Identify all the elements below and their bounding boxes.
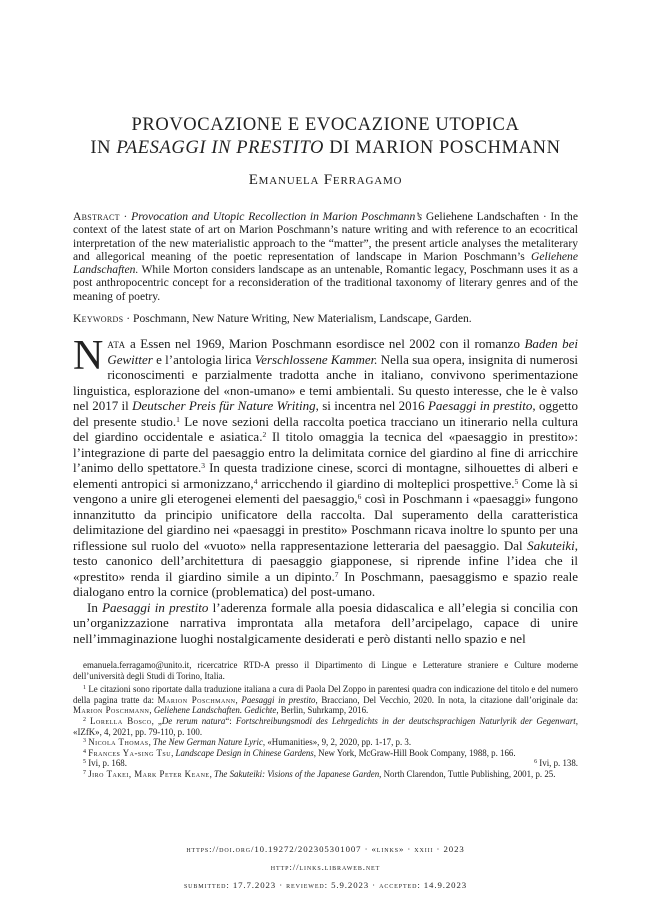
- footnotes: [73, 660, 578, 780]
- abstract: [73, 210, 578, 303]
- abstract-title-roman: Geliehene Landschaften: [422, 210, 540, 223]
- footnote-3: [73, 737, 578, 748]
- footnote-number: 2: [83, 716, 86, 723]
- text-italic: Landscape Design in Chinese Gardens: [175, 747, 314, 758]
- text-run: arricchendo il giardino di molteplici prospettive.: [257, 475, 515, 491]
- abstract-label: Abstract: [73, 210, 120, 223]
- keywords-sep: ·: [123, 312, 133, 325]
- doi-line[interactable]: https://doi.org/10.19272/202305301007 · «links» · xxiii · 2023: [186, 844, 465, 854]
- text-italic: The New German Nature Lyric: [153, 737, 263, 748]
- footnote-ref-2[interactable]: 2: [262, 430, 267, 439]
- author-name: Marion Poschmann: [73, 705, 150, 716]
- text-italic: Verschlossene Kammer.: [254, 351, 378, 367]
- footnotes-5-6: [73, 758, 578, 769]
- author-name: Lorella Bosco: [90, 715, 152, 726]
- article-title: [73, 114, 578, 160]
- text-run: , testo canonico dell’architettura di paesaggio giapponese, si riprende infine l’idea che il «prestito» renda il giardino simile a un dipinto.: [73, 537, 578, 584]
- article-author: Emanuela Ferragamo: [248, 172, 403, 188]
- title-line-2: [73, 137, 578, 160]
- footnote-2: [73, 716, 578, 737]
- text-italic: Paesaggi in prestito: [241, 694, 316, 705]
- text-run: Come là si vengono a unire gli eterogenei elementi del paesaggio,: [73, 475, 579, 506]
- keywords-text: Poschmann, New Nature Writing, New Materialism, Landscape, Garden.: [133, 312, 472, 325]
- text-italic: Paesaggi in prestito: [427, 398, 533, 413]
- text-run: ,: [171, 747, 176, 758]
- paragraph-1: [73, 333, 579, 600]
- text-run: In Poschmann, paesaggismo e spazio reale dialogano entro la cornice (problematica) del post-umano.: [73, 568, 578, 599]
- footnote-ref-4[interactable]: 4: [253, 476, 258, 486]
- footnote-ref-1[interactable]: 1: [176, 414, 180, 424]
- footnote-1: [73, 684, 578, 716]
- footnote-ref-6[interactable]: 6: [357, 492, 362, 501]
- abstract-text: · In the context of the latest state of art on Marion Poschmann’s nature writing and with reference to an ecocritical interpretation of the new materialistic approach to the “matter”, the present article analyses the metaliterary and allegorical meaning of the poetic representation of landscape in Marion Poschmann’s: [73, 210, 578, 263]
- paragraph-2: [73, 600, 578, 647]
- text-run: , North Clarendon, Tuttle Publishing, 2001, p. 25.: [379, 768, 556, 779]
- text-run: , si incentra nel 2016: [315, 398, 428, 413]
- text-run: , oggetto del presente studio.: [73, 398, 578, 429]
- text-italic: The Sakuteiki: Visions of the Japanese Garden: [214, 768, 380, 779]
- drop-cap: N: [73, 333, 104, 379]
- text-run: a Essen nel 1969, Marion Poschmann esordisce nel 2002 con il romanzo: [125, 336, 525, 351]
- submission-dates: submitted: 17.7.2023 · reviewed: 5.9.2023 · accepted: 14.9.2023: [183, 880, 468, 890]
- author-name: Nicola Thomas: [88, 737, 149, 748]
- footnote-5: [83, 758, 127, 769]
- abstract-sep: ·: [119, 210, 132, 223]
- author-name: Frances Ya-sing Tsu: [88, 747, 172, 758]
- author-name: Marion Poschmann: [157, 694, 236, 705]
- footnote-6: [534, 758, 578, 769]
- footnote-ref-5[interactable]: 5: [514, 476, 519, 486]
- footnote-number: 4: [83, 748, 86, 755]
- text-run: Ivi, p. 168.: [86, 758, 127, 769]
- text-italic: Geliehene Landschaften. Gedichte: [153, 705, 277, 716]
- text-run: e l’antologia lirica: [152, 351, 255, 367]
- text-run: “:: [225, 715, 236, 726]
- text-italic: Paesaggi in prestito: [102, 599, 209, 615]
- text-run: ,: [235, 694, 242, 705]
- footnote-number: 7: [83, 769, 86, 776]
- title-line-2-pre: IN: [90, 138, 117, 158]
- footnote-ref-3[interactable]: 3: [201, 461, 206, 470]
- footnote-ref-7[interactable]: 7: [334, 569, 339, 579]
- title-line-2-post: DI MARION POSCHMANN: [323, 138, 561, 158]
- footnote-number: 1: [83, 685, 86, 692]
- abstract-title-italic: Provocation and Utopic Recollection in Marion Poschmann’s: [131, 210, 423, 223]
- text-italic: De rerum natura: [161, 715, 226, 726]
- text-italic: Baden bei Gewitter: [107, 336, 578, 367]
- text-run: ,: [148, 737, 154, 748]
- text-run: Il titolo omaggia la tecnica del «paesaggio in prestito»: l’integrazione di parte del paesaggio entro la delimitata cornice del giardino al fine di arricchire l’animo dello spettatore.: [73, 429, 579, 475]
- text-run: , «IZfK», 4, 2021, pp. 79-110, p. 100.: [73, 715, 578, 737]
- opening-word: ata: [107, 336, 126, 351]
- text-run: In questa tradizione cinese, scorci di montagne, silhouettes di alberi e elementi antropici si armonizzano,: [73, 460, 578, 491]
- text-run: Nella sua opera, insignita di numerosi riconoscimenti e parzialmente tradotta anche in italiano, convivono sperimentazione linguistica, esplorazione del «non-umano» e temi ambientali. Su questo interesse, che le è valso nel 2017 il: [73, 351, 579, 413]
- text-run: , Berlin, Suhrkamp, 2016.: [276, 705, 369, 716]
- text-italic: Fortschreibungsmodi des Lehrgedichts in der deutschsprachigen Naturlyrik der Gegenwart: [235, 715, 576, 726]
- text-run: , Bracciano, Del Vecchio, 2020. In nota, la citazione dall’originale da:: [315, 694, 579, 705]
- article-body: [73, 333, 579, 646]
- text-run: ,: [209, 768, 215, 779]
- footnote-7: [73, 769, 578, 780]
- footnote-number: 6: [534, 759, 538, 766]
- keywords-label: Keywords: [73, 312, 124, 325]
- text-run: Le nove sezioni della raccolta poetica tracciano un itinerario nella cultura del giardino occidentale e asiatica.: [73, 413, 578, 444]
- text-run: Le citazioni sono riportate dalla traduzione italiana a cura di Paola Del Zoppo in parentesi quadra con indicazione del titolo e del numero della pagina tratte da:: [73, 684, 578, 705]
- text-run: , «Humanities», 9, 2, 2020, pp. 1-17, p. 3.: [262, 737, 412, 748]
- text-run: , New York, McGraw-Hill Book Company, 1988, p. 166.: [313, 747, 516, 758]
- footnote-number: 5: [83, 759, 86, 766]
- journal-url[interactable]: http://links.libraweb.net: [270, 862, 381, 872]
- text-run: ,: [149, 705, 154, 716]
- text-run: così in Poschmann i «paesaggi» fungono innanzitutto da principio unificatore della raccolta. Dal superamento della caratteristica delimitazione del giardino nei «paesaggi in prestito» Poschmann ricava inoltre lo spunto per una riflessione sul ruolo del «vuoto» nella rappresentazione letteraria del paesaggio. Dal: [73, 491, 578, 553]
- title-line-2-italic: PAESAGGI IN PRESTITO: [116, 138, 324, 158]
- author-name: Jiro Takei, Mark Peter Keane: [88, 768, 210, 779]
- author-affiliation: emanuela.ferragamo@unito.it, ricercatrice RTD-A presso il Dipartimento di Lingue e Letterature straniere e Culture moderne dell’università degli Studi di Torino, Italia.: [73, 660, 578, 681]
- text-italic: Sakuteiki: [527, 537, 575, 553]
- text-run: l’aderenza formale alla poesia didascalica e all’elegia si concilia con un’organizzazione narrativa improntata alla metafora dell’arcipelago, capace di unire nell’immaginazione luoghi nostalgicamente desiderati e però distanti nello spazio e nel: [73, 599, 578, 646]
- abstract-text-italic: Geliehene Landschaften.: [73, 249, 578, 277]
- keywords: [73, 312, 578, 325]
- text-italic: Deutscher Preis für Nature Writing: [132, 398, 316, 413]
- text-run: , „: [151, 715, 162, 726]
- title-line-1: PROVOCAZIONE E EVOCAZIONE UTOPICA: [131, 115, 520, 135]
- footnote-number: 3: [83, 738, 86, 745]
- text-run: Ivi, p. 138.: [537, 758, 578, 769]
- text-run: In: [87, 599, 103, 615]
- abstract-text-end: While Morton considers landscape as an untenable, Romantic legacy, Poschmann uses it as a post anthropocentric concept for a reconsideration of the traditional taxonomy of literary genres and of the meaning of poetry.: [73, 263, 578, 303]
- footnote-4: [73, 748, 578, 759]
